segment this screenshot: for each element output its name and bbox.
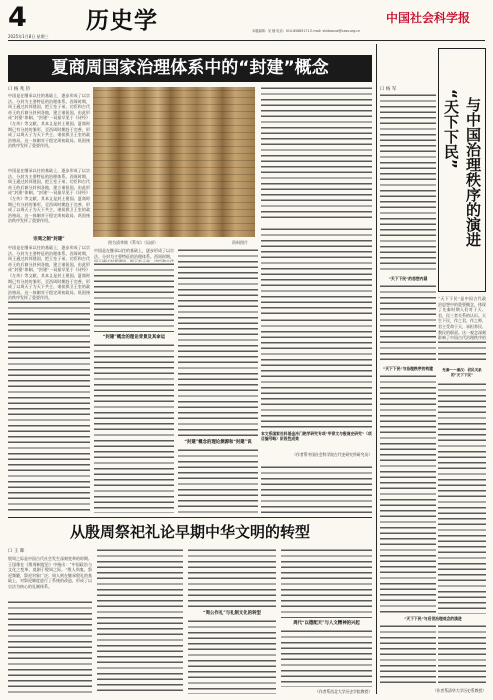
article-1-subhead-1: 宗周之制“封建” [33,237,65,242]
article-1-author: 口 杨 兆 钤 [8,87,31,92]
article-1-footnote-author: （作者系中国社会科学院古代史研究所研究员） [292,452,372,457]
article-3-col1-lower [380,374,436,614]
article-3-col2-upper [438,340,486,364]
article-1-col2: 中国是在继承以往的基础上，逐步形成了以宗法、分封为主要特征的治理体系。西周时期， [94,248,174,259]
article-3-separator [376,44,377,694]
article-3-subhead-3: 先秦——秦汉：君民关系的“天下下民” [442,368,482,377]
article-3-subhead-1: “天下下民”的思想内涵 [388,276,428,281]
article-2-footnote: （作者系西北大学历史学院教授） [315,689,372,694]
article-2-col4-upper [281,548,372,618]
article-2-col2 [97,548,183,694]
article-1-photo [93,87,255,237]
article-1-title: 夏商周国家治理体系中的“封建”概念 [51,58,329,78]
newspaper-name: 中国社会科学报 [386,11,471,25]
article-2-subhead-1: “周公作礼”与礼制文化的转型 [203,611,261,616]
issue-date: 2025年1月8日 星期三 [8,34,49,39]
article-3-col2-tail [438,624,486,684]
article-2-author: 口 王 晖 [8,549,25,554]
article-1-photo-caption: 图为清华简《系年》（局部） [108,240,158,245]
article-3-col1-tail [380,624,436,684]
section-title: 历史学 [86,7,158,34]
masthead-rule [8,40,485,41]
article-3-col1-mid [380,284,436,364]
article-2-col1: 殷周之际是中国古代社会发生深刻变革的时期。王国维在《殷周制度论》中指出：“中国政治与文化之变革，莫剧于殷周之际。”殷人尚鬼，祭祀频繁，祭祀对象广泛；周人则在继承殷礼的基础上，对祭祀制度进行了系统的改造，形成了以宗法为核心的礼制体系。 [8,556,92,589]
page-number: 4 [8,2,27,33]
article-1-col1-upper: 中国是在继承以往的基础上，逐步形成了以宗法、分封为主要特征的治理体系。西周时期，周王通过封邦建国，把王室子弟、功臣和古代帝王的后裔分封到各地，建立诸侯国，由此形成“封建”体制。“封建”一词最早见于《诗经》《左传》等文献，其本义是封土建国。夏商时期已有分封的雏形，至西周时期趋于完善，形成了以周天子为天下共主、诸侯拱卫王室的政治格局。这一体制对于稳定周初政局、巩固统治秩序发挥了重要作用。 [8,168,90,224]
article-3-title-a: “天下下民” [442,89,460,169]
article-3-body: “天下下民”是中国古代政治思想中的重要概念，体现了先秦时期人们对于天、君、民三者关系的认识。天生下民，作之君，作之师，君主受命于天，承担养民、教民的职责。这一观念深刻影响了中国古代治理秩序的 [438,296,486,341]
editor-line: 本版编辑：吴 楠 电话：010-85885171 E-mail: shidaoxue@cass.org.cn [252,29,360,33]
article-1-subhead-3: “封建”概念的理论渊源和“封建”说 [184,440,252,445]
article-1-col3 [178,248,258,438]
article-1-col4-tail [261,465,372,513]
article-2-col3-upper [188,548,276,608]
article-3-col2-mid [438,382,486,614]
article-1-col4 [261,86,372,218]
article-1-col4-lower [261,318,372,428]
article-1-col1-lower: 中国是在继承以往的基础上，逐步形成了以宗法、分封为主要特征的治理体系。西周时期，周王通过封邦建国，把王室子弟、功臣和古代帝王的后裔分封到各地，建立诸侯国，由此形成“封建”体制。“封建”一词最早见于《诗经》《左传》等文献，其本义是封土建国。夏商时期已有分封的雏形，至西周时期趋于完善，形成了以周天子为天下共主、诸侯拱卫王室的政治格局。这一体制对于稳定周初政局、巩固统治秩序发挥了重要作用。 [8,245,90,301]
article-1-photo-credit: 资料图片 [232,240,248,245]
article-1-subhead-2: “封建”概念的理论背景及其命运 [102,335,166,340]
article-3-col1-upper [380,93,436,273]
article-1-lead: 中国是在继承以往的基础上，逐步形成了以宗法、分封为主要特征的治理体系。西周时期，周王通过封邦建国，把王室子弟、功臣和古代帝王的后裔分封到各地，建立诸侯国，由此形成“封建”体制。“封建”一词最早见于《诗经》《左传》等文献，其本义是封土建国。夏商时期已有分封的雏形，至西周时期趋于完善，形成了以周天子为天下共主、诸侯拱卫王室的政治格局。这一体制对于稳定周初政局、巩固统治秩序发挥了重要作用。 [8,93,90,149]
article-1-col2-fill [94,262,174,332]
article-2-title: 从殷周祭祀礼论早期中华文明的转型 [69,523,310,541]
article-2-col3-lower [188,619,276,694]
article-1-col4-mid [261,227,372,315]
article-3-author: 口 杨 军 [380,87,397,92]
article-2-col4-lower [281,629,372,687]
article-1-col4-subhead [261,219,372,225]
article-1-bottom-rule [8,517,372,518]
article-1-col3-lower [178,448,258,513]
article-3-footnote: （作者系清华大学历史系教授） [432,688,486,693]
article-2-subhead-2: 周代“以德配天”与人文精神的兴起 [293,621,360,626]
article-3-subhead-2: “天下下民”与治理秩序的构建 [383,366,433,371]
article-1-col1-fill [8,300,90,512]
article-3-title-b: 与中国治理秩序的演进 [464,97,482,247]
article-2-col1-fill [8,600,92,694]
article-1-footnote-grant: 本文系国家社科基金冷门绝学研究专项“甲骨文与殷商史研究”（项目编号略）阶段性成果 [261,431,372,441]
article-1-col2-lower [94,343,174,513]
article-3-subhead-4: “天下下民”与后世治理观念的演进 [404,616,462,621]
